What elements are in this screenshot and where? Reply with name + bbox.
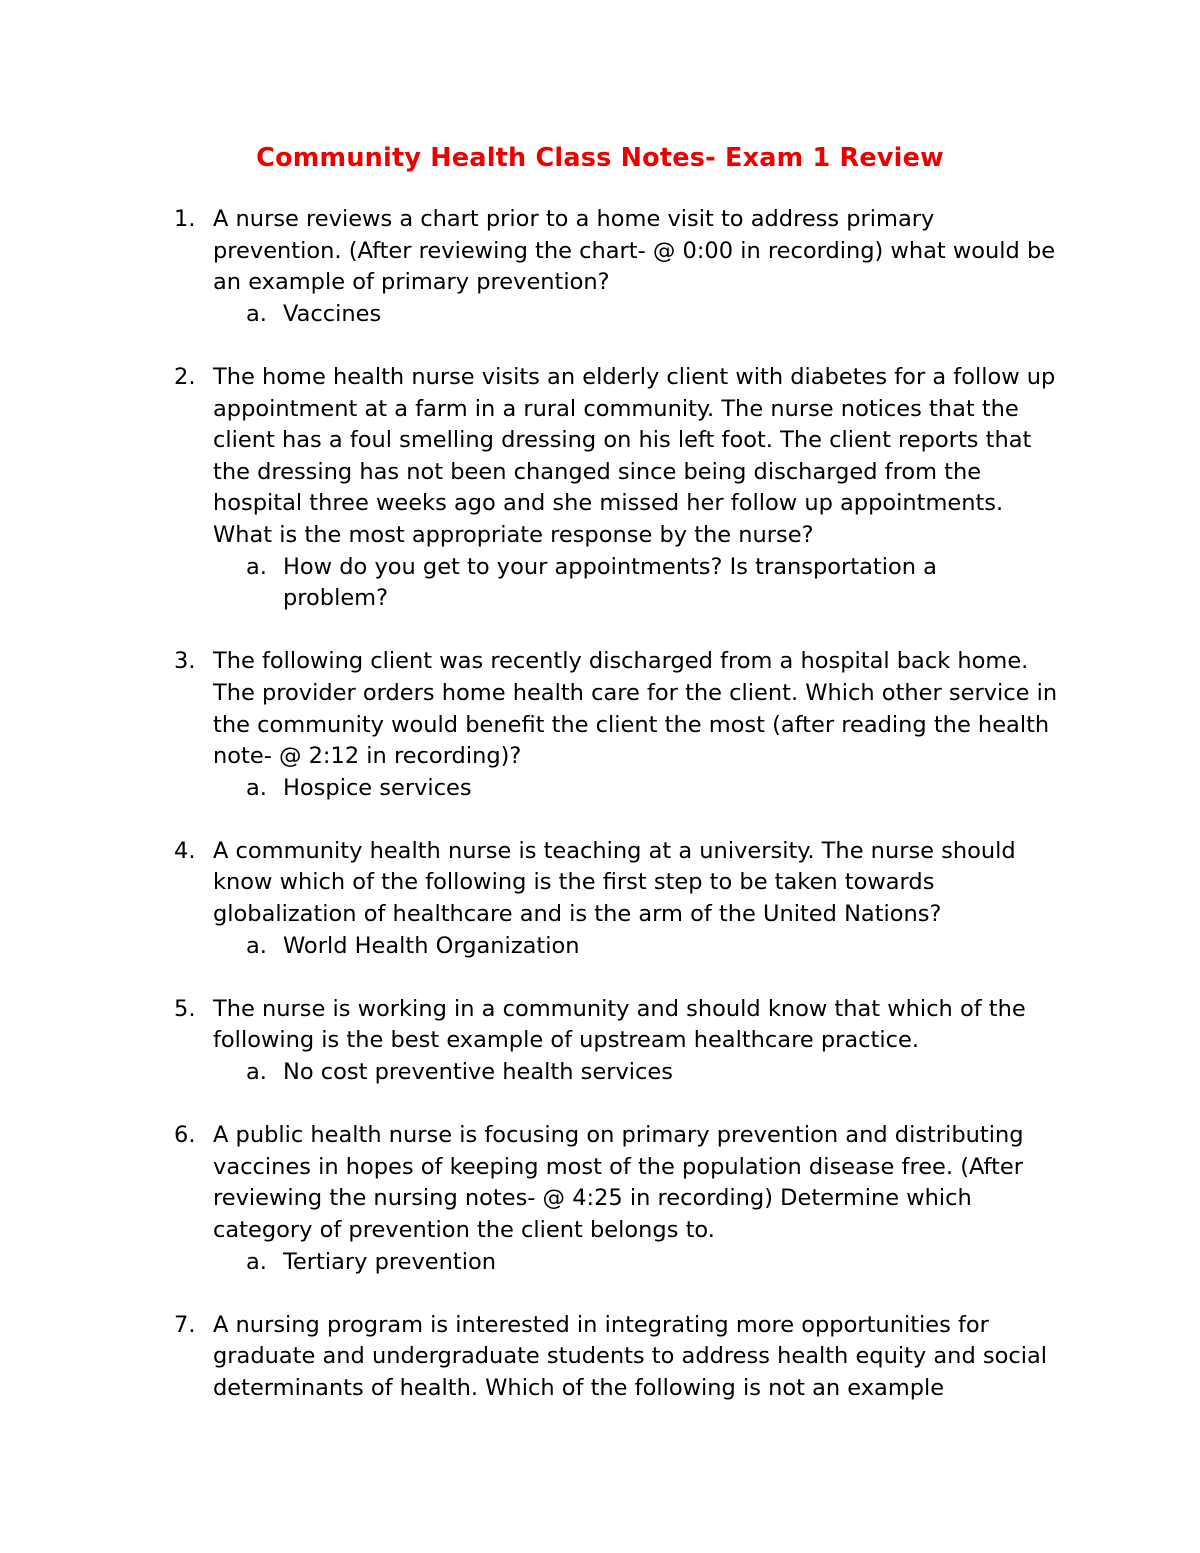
page-title: Community Health Class Notes- Exam 1 Review	[256, 143, 944, 173]
answer-5	[0, 1057, 1200, 1089]
answer-3	[0, 773, 1200, 805]
question-4	[0, 836, 1200, 962]
question-5	[0, 994, 1200, 1089]
question-list	[0, 204, 1200, 1436]
question-text: The home health nurse visits an elderly client with diabetes for a follow up appointment at a farm in a rural community. The nurse notices that the client has a foul smelling dressing on his left foot. The client reports that the dressing has not been changed since being discharged from the hospital three weeks ago and she missed her follow up appointments. What is the most appropriate response by the nurse?	[213, 363, 1056, 548]
question-number: 7.	[174, 1311, 196, 1338]
question-number: 3.	[174, 648, 196, 675]
question-text: A nursing program is interested in integrating more opportunities for graduate and undergraduate students to address health equity and social determinants of health. Which of the following is not an example	[213, 1311, 1048, 1401]
answer-text: Vaccines	[283, 300, 382, 327]
answer-text: World Health Organization	[283, 932, 580, 959]
answer-4	[0, 931, 1200, 963]
question-text: A public health nurse is focusing on primary prevention and distributing vaccines in hopes of keeping most of the population disease free. (After reviewing the nursing notes- @ 4:25 in recording) Determine which category of prevention the client belongs to.	[213, 1122, 1024, 1243]
question-number: 1.	[174, 206, 196, 232]
question-6	[0, 1120, 1200, 1278]
question-1	[0, 204, 1200, 330]
answer-text: Tertiary prevention	[283, 1248, 496, 1275]
question-text: The nurse is working in a community and should know that which of the following is the best example of upstream healthcare practice.	[213, 995, 1026, 1054]
question-number: 5.	[174, 995, 196, 1022]
answer-text: Hospice services	[283, 774, 472, 801]
question-text: The following client was recently discharged from a hospital back home. The provider orders home health care for the client. Which other service in the community would benefit the client the most (after reading the health note- @ 2:12 in recording)?	[213, 648, 1058, 770]
answer-1	[0, 299, 1200, 331]
answer-text: How do you get to your appointments? Is transportation a problem?	[283, 553, 937, 612]
question-number: 6.	[174, 1122, 196, 1149]
answer-letter: a.	[246, 553, 267, 580]
question-text: A nurse reviews a chart prior to a home visit to address primary prevention. (After reviewing the chart- @ 0:00 in recording) what would be an example of primary prevention?	[213, 206, 1056, 296]
answer-letter: a.	[246, 774, 267, 801]
question-text: A community health nurse is teaching at a university. The nurse should know which of the following is the first step to be taken towards globalization of healthcare and is the arm of the United Nations?	[213, 837, 1016, 928]
question-number: 2.	[174, 363, 196, 390]
answer-letter: a.	[246, 300, 267, 327]
answer-letter: a.	[246, 932, 267, 959]
answer-letter: a.	[246, 1248, 267, 1275]
answer-letter: a.	[246, 1059, 267, 1086]
question-number: 4.	[174, 837, 196, 864]
question-3	[0, 646, 1200, 804]
answer-text: No cost preventive health services	[283, 1059, 673, 1086]
answer-6	[0, 1247, 1200, 1279]
question-2	[0, 362, 1200, 615]
answer-2	[0, 552, 1200, 615]
question-7	[0, 1310, 1200, 1405]
